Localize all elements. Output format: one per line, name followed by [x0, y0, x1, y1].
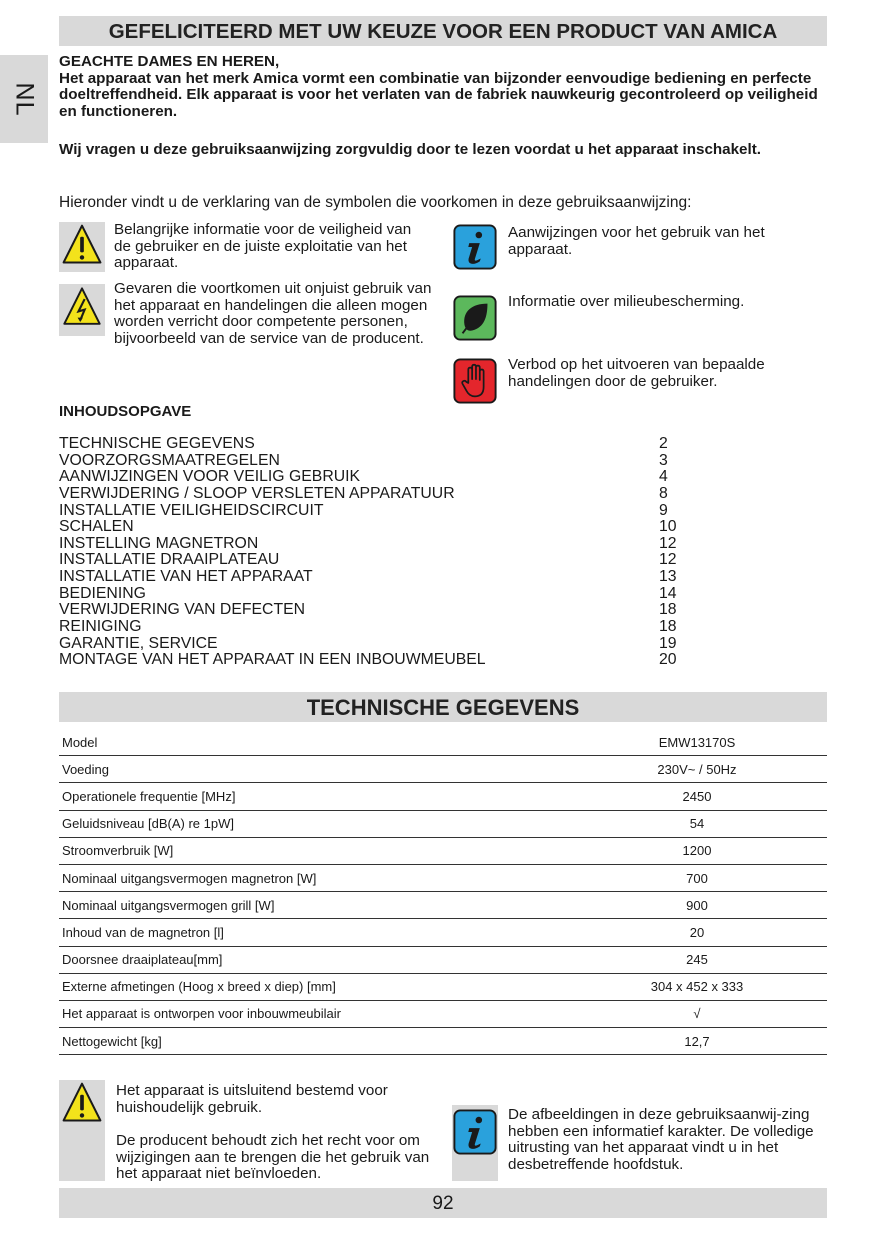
spec-label: Nettogewicht [kg]: [59, 1028, 567, 1055]
leaf-icon: [452, 295, 498, 341]
toc-item[interactable]: [59, 602, 689, 619]
toc-item[interactable]: [59, 436, 689, 453]
toc-item-label: BEDIENING: [59, 584, 146, 602]
info-description: Aanwijzingen voor het gebruik van het apparaat.: [508, 224, 765, 258]
toc-item-page: 13: [659, 568, 677, 586]
household-note: Het apparaat is uitsluitend bestemd voor huishoudelijk gebruik.: [116, 1082, 388, 1116]
toc-item-label: VERWIJDERING / SLOOP VERSLETEN APPARATUUR: [59, 484, 455, 502]
prohibition-icon-box: [452, 358, 498, 406]
read-request: Wij vragen u deze gebruiksaanwijzing zorgvuldig door te lezen voordat u het apparaat inschakelt.: [59, 141, 761, 158]
language-tab: [0, 55, 48, 143]
toc-item[interactable]: [59, 536, 689, 553]
spec-label: Model: [59, 729, 567, 756]
toc-item[interactable]: [59, 486, 689, 503]
table-row: [59, 756, 827, 783]
toc-item-page: 18: [659, 601, 677, 619]
language-label: NL: [10, 82, 39, 116]
toc-item-page: 18: [659, 618, 677, 636]
spec-label: Nominaal uitgangsvermogen magnetron [W]: [59, 864, 567, 891]
spec-label: Operationele frequentie [MHz]: [59, 783, 567, 810]
toc-item-label: AANWIJZINGEN VOOR VEILIG GEBRUIK: [59, 468, 361, 486]
toc-item[interactable]: [59, 619, 689, 636]
toc-item[interactable]: [59, 586, 689, 603]
toc-item[interactable]: [59, 652, 689, 669]
spec-label: Het apparaat is ontworpen voor inbouwmeubilair: [59, 1000, 567, 1027]
electric-hazard-icon: [59, 284, 105, 330]
table-row: [59, 837, 827, 864]
info-icon: [452, 224, 498, 270]
spec-label: Inhoud van de magnetron [l]: [59, 919, 567, 946]
spec-label: Geluidsniveau [dB(A) re 1pW]: [59, 810, 567, 837]
stop-hand-icon: [452, 358, 498, 404]
warning-icon: [59, 1080, 105, 1126]
toc-item-page: 19: [659, 634, 677, 652]
toc-item-page: 14: [659, 584, 677, 602]
table-row: [59, 729, 827, 756]
table-row: [59, 1000, 827, 1027]
changes-note: De producent behoudt zich het recht voor om wijzigingen aan te brengen die het gebruik van het apparaat niet beïnvloeden.: [116, 1132, 430, 1183]
spec-value: EMW13170S: [567, 729, 827, 756]
toc-item-label: INSTELLING MAGNETRON: [59, 534, 259, 552]
greeting: GEACHTE DAMES EN HEREN,: [59, 53, 280, 70]
toc-item-label: GARANTIE, SERVICE: [59, 634, 218, 652]
table-row: [59, 892, 827, 919]
toc-item-label: REINIGING: [59, 618, 142, 636]
table-row: [59, 864, 827, 891]
toc-title: INHOUDSOPGAVE: [59, 403, 192, 420]
toc-item[interactable]: [59, 453, 689, 470]
toc-item-page: 2: [659, 435, 668, 452]
illustrations-note: De afbeeldingen in deze gebruiksaanwij-zing hebben een informatief karakter. De volledige uitrusting van het apparaat vindt u in het desbetreffende hoofdstuk.: [508, 1106, 814, 1173]
toc-item-label: VERWIJDERING VAN DEFECTEN: [59, 601, 306, 619]
spec-value: 54: [567, 810, 827, 837]
toc-item-label: TECHNISCHE GEGEVENS: [59, 435, 255, 452]
spec-label: Doorsnee draaiplateau[mm]: [59, 946, 567, 973]
hazard-description: Gevaren die voortkomen uit onjuist gebruik van het apparaat en handelingen die alleen mogen worden verricht door competente personen, bijvoorbeeld van de service van de producent.: [114, 280, 432, 347]
spec-value: 1200: [567, 837, 827, 864]
toc-item-page: 4: [659, 468, 668, 486]
toc-item[interactable]: [59, 552, 689, 569]
specs-title: TECHNISCHE GEGEVENS: [59, 692, 827, 722]
toc-item[interactable]: [59, 636, 689, 653]
spec-value: 2450: [567, 783, 827, 810]
note-info-box: [452, 1105, 498, 1181]
spec-label: Externe afmetingen (Hoog x breed x diep) [mm]: [59, 973, 567, 1000]
spec-label: Nominaal uitgangsvermogen grill [W]: [59, 892, 567, 919]
toc-item[interactable]: [59, 569, 689, 586]
spec-label: Stroomverbruik [W]: [59, 837, 567, 864]
symbols-intro: Hieronder vindt u de verklaring van de symbolen die voorkomen in deze gebruiksaanwijzing:: [59, 194, 692, 211]
toc-item-page: 9: [659, 501, 668, 519]
environment-icon-box: [452, 295, 498, 343]
page-title: GEFELICITEERD MET UW KEUZE VOOR EEN PRODUCT VAN AMICA: [59, 16, 827, 46]
toc-item-label: INSTALLATIE DRAAIPLATEAU: [59, 551, 280, 569]
spec-value: 12,7: [567, 1028, 827, 1055]
warning-icon: [59, 222, 105, 268]
toc-item-page: 20: [659, 651, 677, 669]
toc-item-page: 8: [659, 484, 668, 502]
toc-item[interactable]: [59, 519, 689, 536]
info-icon-box: [452, 224, 498, 272]
spec-value: 900: [567, 892, 827, 919]
spec-value: 245: [567, 946, 827, 973]
warning-description: Belangrijke informatie voor de veiligheid van de gebruiker en de juiste exploitatie van het apparaat.: [114, 221, 412, 272]
table-row: [59, 973, 827, 1000]
toc-item[interactable]: [59, 503, 689, 520]
spec-value: 230V~ / 50Hz: [567, 756, 827, 783]
table-row: [59, 810, 827, 837]
intro-body: Het apparaat van het merk Amica vormt een combinatie van bijzonder eenvoudige bediening en perfecte doeltreffendheid. Elk apparaat is voor het verlaten van de fabriek nauwkeurig gecontroleerd op veiligheid en functioneren.: [59, 69, 818, 120]
toc-item-label: INSTALLATIE VEILIGHEIDSCIRCUIT: [59, 501, 324, 519]
table-row: [59, 919, 827, 946]
table-of-contents: [59, 436, 689, 669]
page-number: 92: [59, 1188, 827, 1218]
prohibition-description: Verbod op het uitvoeren van bepaalde handelingen door de gebruiker.: [508, 356, 765, 390]
spec-value: 700: [567, 864, 827, 891]
toc-item-page: 10: [659, 518, 677, 536]
table-row: [59, 946, 827, 973]
environment-description: Informatie over milieubescherming.: [508, 293, 745, 310]
spec-label: Voeding: [59, 756, 567, 783]
toc-item-label: INSTALLATIE VAN HET APPARAAT: [59, 568, 313, 586]
toc-item-label: SCHALEN: [59, 518, 134, 536]
specs-table: [59, 729, 827, 1055]
toc-item-page: 3: [659, 451, 668, 469]
warning-icon-box: [59, 222, 105, 272]
table-row: [59, 1028, 827, 1055]
spec-value: √: [567, 1000, 827, 1027]
toc-item-label: MONTAGE VAN HET APPARAAT IN EEN INBOUWMEUBEL: [59, 651, 486, 669]
intro-block: [59, 54, 819, 120]
toc-item-page: 12: [659, 551, 677, 569]
hazard-icon-box: [59, 284, 105, 336]
toc-item[interactable]: [59, 469, 689, 486]
table-row: [59, 783, 827, 810]
spec-value: 304 x 452 x 333: [567, 973, 827, 1000]
spec-value: 20: [567, 919, 827, 946]
note-warning-box: [59, 1080, 105, 1181]
info-icon: [452, 1109, 498, 1155]
toc-item-page: 12: [659, 534, 677, 552]
toc-item-label: VOORZORGSMAATREGELEN: [59, 451, 280, 469]
